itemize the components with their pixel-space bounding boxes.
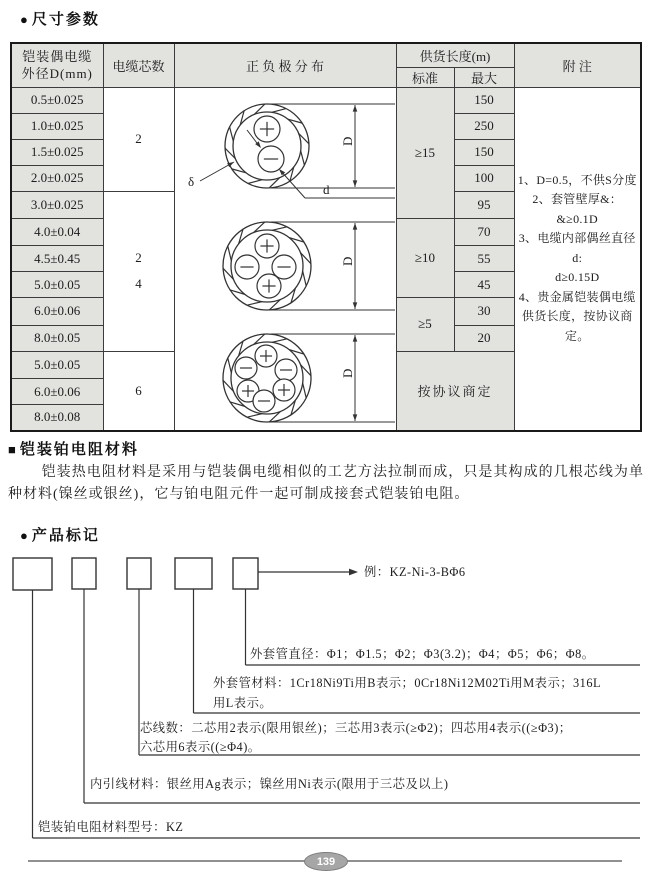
marking-section-title: 产品标记 (31, 527, 100, 544)
note-line: 1、D=0.5，不供S分度 (517, 172, 637, 187)
svg-text:D: D (340, 256, 355, 266)
label-sheath-material-line1: 外套管材料：1Cr18Ni9Ti用B表示；0Cr18Ni12M02Ti用M表示；316L (213, 676, 601, 690)
max-length-cell: 20 (454, 325, 514, 351)
diameter-cell: 5.0±0.05 (11, 351, 103, 378)
header-supply-length: 供货长度(m) (396, 43, 514, 67)
diameter-cell: 1.5±0.025 (11, 139, 103, 165)
note-line: d≥0.15D (555, 270, 600, 285)
marking-box-5 (233, 558, 258, 589)
max-length-cell: 30 (454, 298, 514, 325)
header-row-1 (11, 43, 641, 67)
svg-text:δ: δ (188, 173, 195, 189)
material-section-title: 铠装铂电阻材料 (19, 441, 139, 458)
example-arrow-head-icon (349, 569, 358, 576)
table-row (11, 87, 641, 113)
max-length-cell: 150 (454, 139, 514, 165)
header-diameter (11, 43, 103, 87)
diameter-cell: 6.0±0.06 (11, 379, 103, 405)
marking-box-1 (13, 558, 52, 590)
max-length-cell: 70 (454, 218, 514, 245)
circle-bullet-icon: ● (20, 12, 30, 27)
max-length-cell: 100 (454, 165, 514, 191)
svg-text:D: D (340, 136, 355, 146)
page-number-badge: 139 (304, 852, 348, 871)
header-max: 最大 (454, 67, 514, 87)
cable-cross-section-6-core (223, 334, 395, 422)
dimension-section-heading (20, 8, 100, 29)
notes-cell (514, 87, 641, 431)
marking-section-heading (20, 524, 100, 545)
header-polarity: 正 负 极 分 布 (174, 43, 396, 87)
label-sheath-material-line2: 用L表示。 (213, 696, 273, 710)
max-length-cell: 150 (454, 87, 514, 113)
diameter-cell: 1.0±0.025 (11, 113, 103, 139)
diameter-cell: 8.0±0.08 (11, 405, 103, 431)
label-sheath-diameter: 外套管直径：Φ1；Φ1.5；Φ2；Φ3(3.2)；Φ4；Φ5；Φ6；Φ8。 (250, 647, 595, 661)
marking-example: 例：KZ-Ni-3-BΦ6 (364, 565, 466, 579)
note-line: &≥0.1D (556, 211, 598, 226)
diameter-cell: 4.0±0.04 (11, 218, 103, 245)
max-length-cell: 55 (454, 246, 514, 272)
material-section-heading (8, 438, 139, 459)
label-lead-material: 内引线材料：银丝用Ag表示；镍丝用Ni表示(限用于三芯及以上) (90, 777, 449, 791)
core-count-value: 2 (135, 250, 142, 266)
header-notes: 附 注 (514, 43, 641, 87)
header-standard: 标准 (396, 67, 454, 87)
diameter-cell: 6.0±0.06 (11, 298, 103, 325)
header-diameter-line1: 铠装偶电缆 (22, 49, 93, 65)
label-core-count-line2: 六芯用6表示((≥Φ4)。 (140, 740, 261, 754)
note-line: 3、电缆内部偶丝直径d: (518, 231, 636, 265)
svg-text:D: D (340, 368, 355, 378)
diameter-cell: 4.5±0.45 (11, 246, 103, 272)
dimension-table (10, 42, 642, 432)
diameter-cell: 8.0±0.05 (11, 325, 103, 351)
dimension-section-title: 尺寸参数 (31, 11, 100, 28)
standard-length-cell: ≥15 (396, 87, 454, 218)
core-count-cell: 2 (103, 87, 174, 191)
polarity-diagrams-cell (174, 87, 396, 431)
label-model-code: 铠装铂电阻材料型号：KZ (38, 820, 184, 834)
header-diameter-line2: 外径D(mm) (21, 66, 93, 82)
square-bullet-icon: ■ (8, 442, 18, 457)
circle-bullet-icon: ● (20, 528, 30, 543)
marking-box-3 (127, 558, 151, 589)
note-line: 4、贵金属铠装偶电缆供货长度，按协议商定。 (518, 289, 636, 343)
marking-box-4 (175, 558, 212, 589)
header-cores: 电缆芯数 (103, 43, 174, 87)
max-length-cell: 45 (454, 272, 514, 298)
standard-length-cell: ≥5 (396, 298, 454, 351)
max-length-cell: 250 (454, 113, 514, 139)
core-count-cell (103, 191, 174, 351)
note-line: 2、套管壁厚&： (532, 192, 623, 207)
label-core-count-line1: 芯线数：二芯用2表示(限用银丝)；三芯用3表示(≥Φ2)；四芯用4表示((≥Φ3)； (140, 721, 572, 735)
marking-box-2 (72, 558, 96, 589)
cable-cross-section-2-core (188, 104, 395, 198)
cable-cross-section-4-core (223, 222, 395, 310)
product-marking-diagram (0, 548, 650, 848)
core-count-cell: 6 (103, 351, 174, 430)
svg-text:d: d (323, 181, 330, 197)
agreement-cell: 按协议商定 (396, 351, 514, 430)
max-length-cell: 95 (454, 191, 514, 218)
standard-length-cell: ≥10 (396, 218, 454, 297)
diameter-cell: 2.0±0.025 (11, 165, 103, 191)
marking-connector-lines (33, 572, 641, 838)
diameter-cell: 5.0±0.05 (11, 272, 103, 298)
core-count-value: 4 (135, 276, 142, 292)
diameter-cell: 3.0±0.025 (11, 191, 103, 218)
material-section-body: 铠装热电阻材料是采用与铠装偶电缆相似的工艺方法拉制而成，只是其构成的几根芯线为单种材料(镍丝或银丝)，它与铂电阻元件一起可制成接套式铠装铂电阻。 (8, 465, 644, 502)
cable-cross-sections (175, 88, 395, 426)
diameter-cell: 0.5±0.025 (11, 87, 103, 113)
